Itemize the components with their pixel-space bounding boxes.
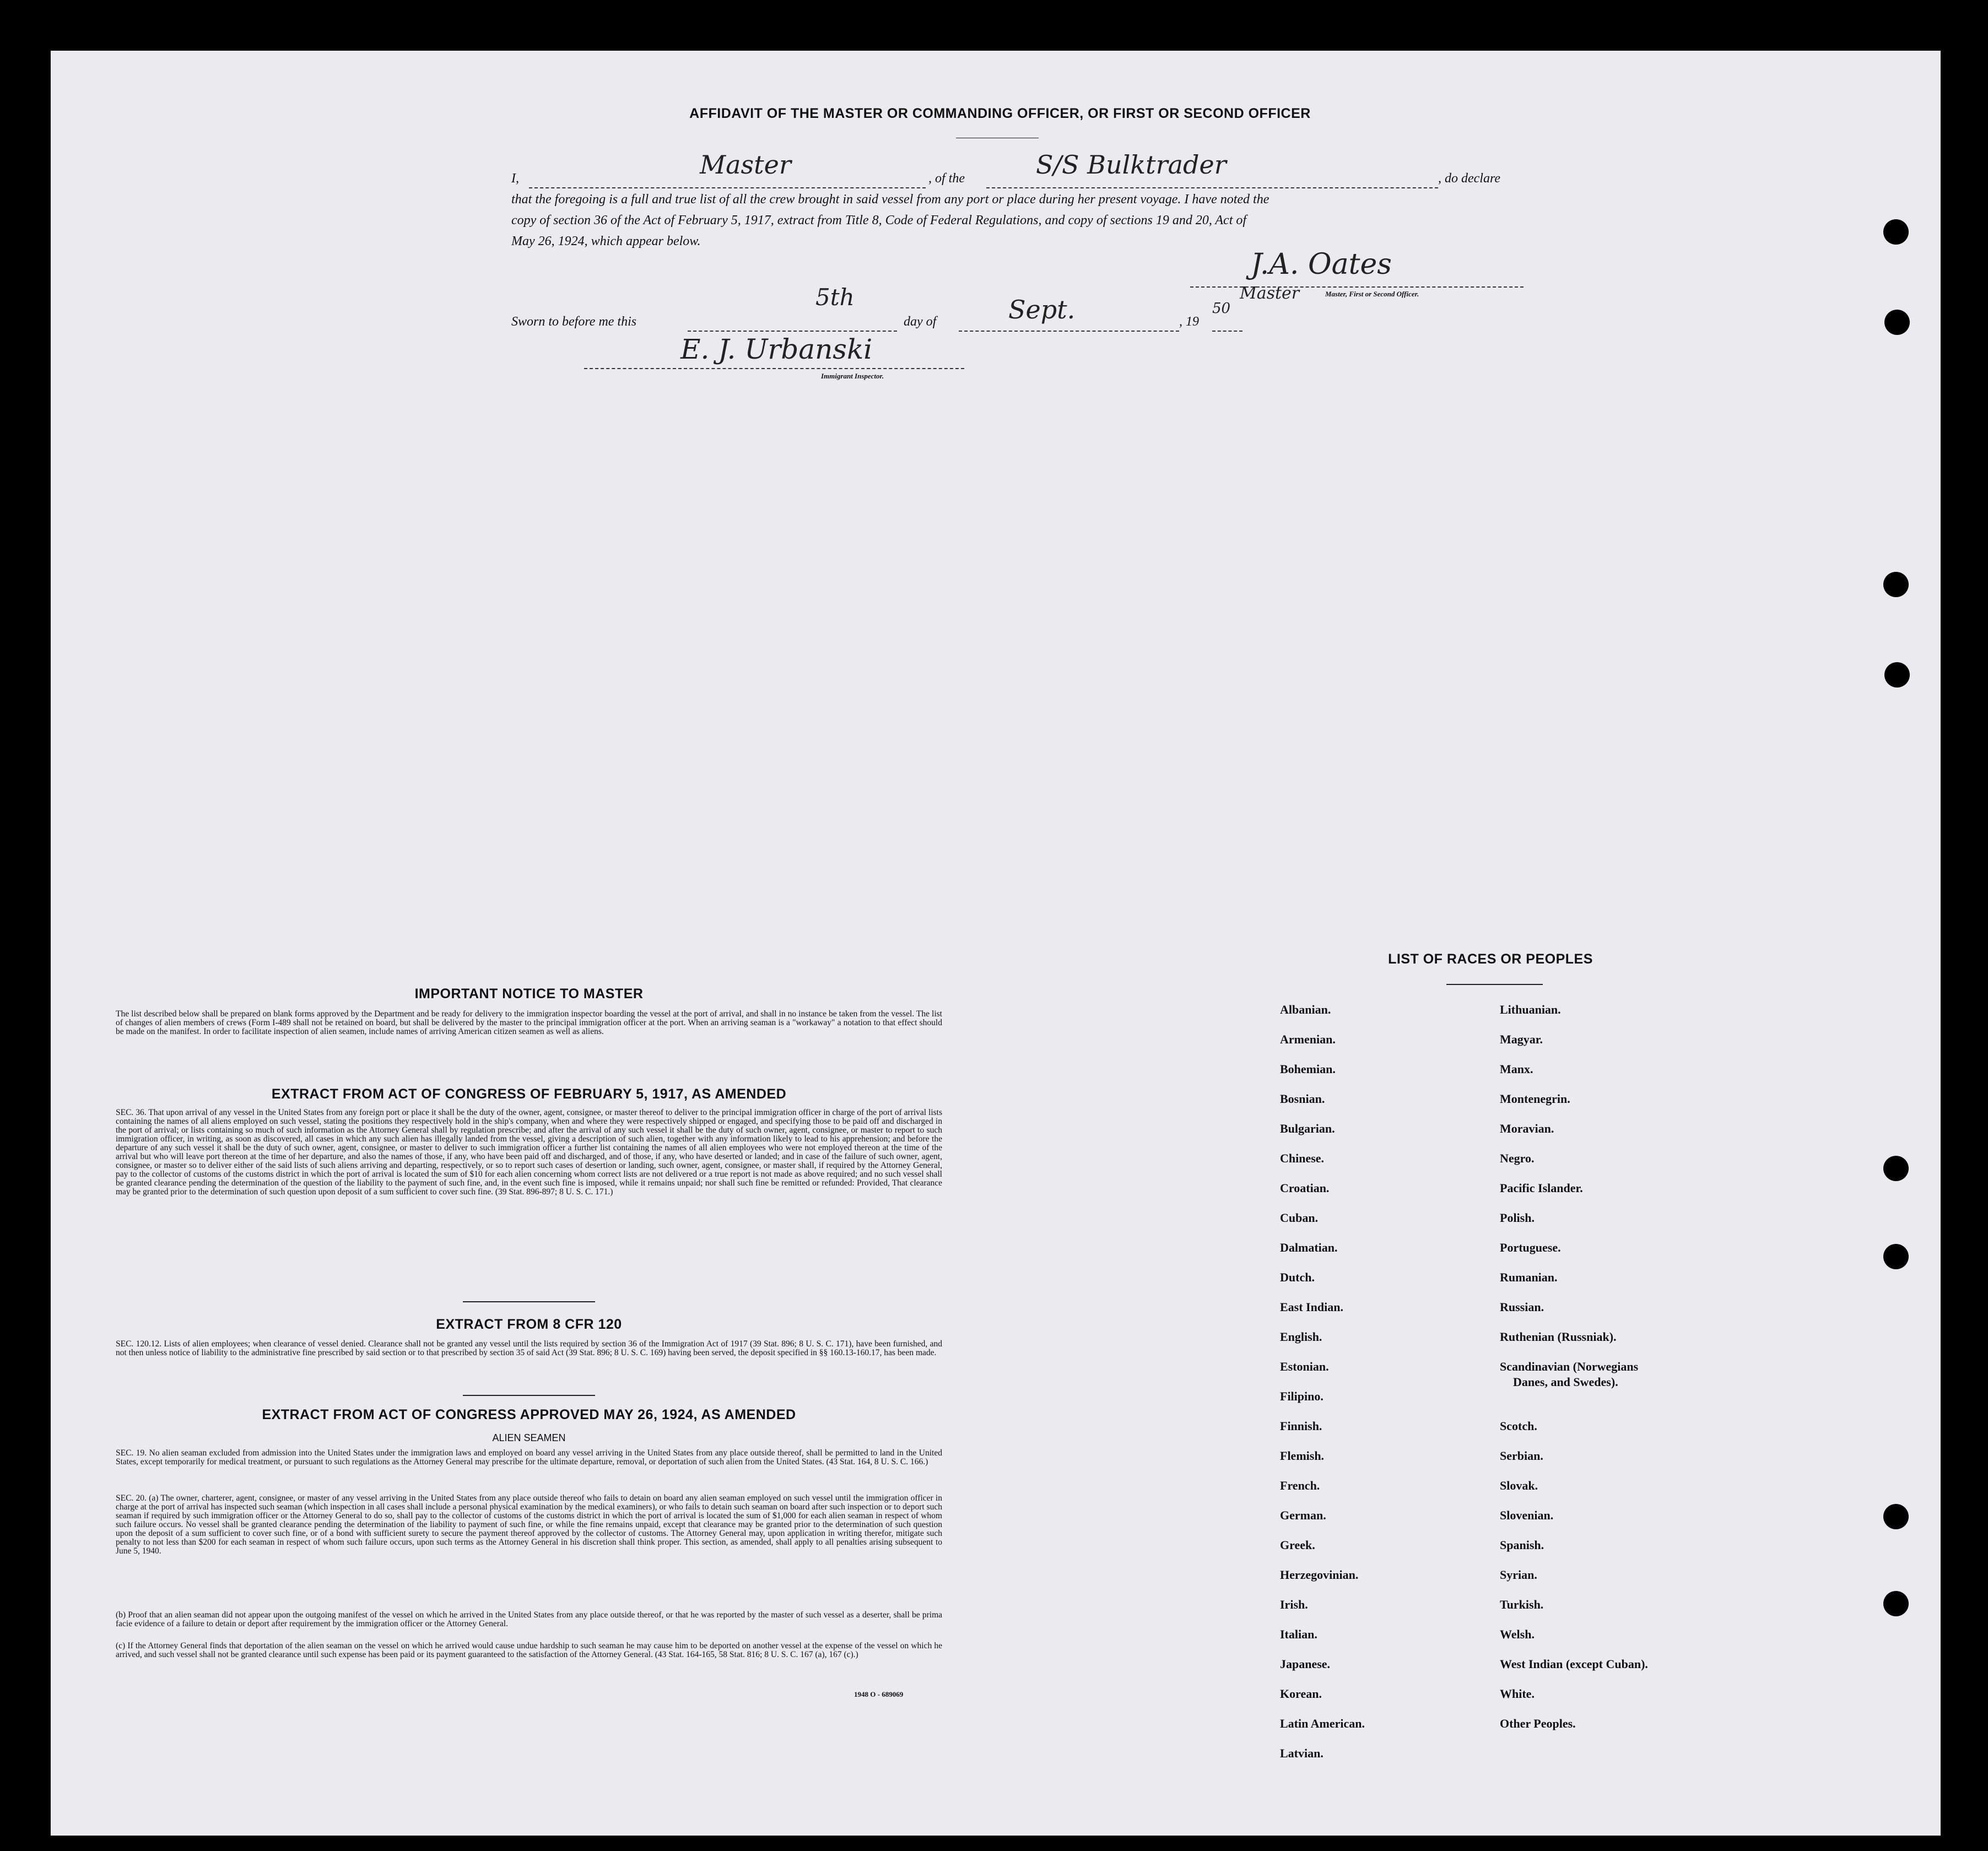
race-item: Danes, and Swedes).: [1513, 1375, 1618, 1389]
vessel-name-handwritten: S/S Bulktrader: [1036, 150, 1227, 180]
punch-hole: [1883, 1591, 1909, 1616]
race-item: Bosnian.: [1280, 1092, 1325, 1106]
race-item: Other Peoples.: [1500, 1717, 1576, 1730]
race-item: Estonian.: [1280, 1360, 1329, 1373]
race-item: Manx.: [1500, 1062, 1533, 1076]
month-line: [959, 331, 1179, 332]
race-item: Cuban.: [1280, 1211, 1319, 1225]
page-edge: [1941, 0, 1988, 1851]
races-title-underline: [1446, 984, 1543, 985]
race-item: English.: [1280, 1330, 1322, 1344]
extract-1917-body: SEC. 36. That upon arrival of any vessel in the United States from any foreign port or place it shall be the duty of the owner, agent, consignee, or master thereof to deliver to the principal immigration officer in charge of the port of arrival lists containing the names of all aliens employed on such vessel, stating the positions they respectively hold in the ship's company, when and where they were respectively shipped or engaged, and specifying those to be paid off and discharged in the port of arrival; or lists containing so much of such information as the Attorney General shall by regulation prescribe; and after the arrival of any such vessel it shall be the duty of such owner, agent, consignee, or master to report to such immigration officer, in writing, as soon as discovered, all cases in which any such alien has illegally landed from the vessel, giving a description of such alien, together with any information likely to lead to his apprehension; and before the departure of any such vessel it shall be the duty of such owner, agent, consignee, or master to deliver to such immigration officer a further list containing the names of all alien employees who were not employed thereon at the time of the arrival but who will leave port thereon at the time of her departure, and also the names of those, if any, who have been paid off and discharged, and of those, if any, who have deserted or landed; and in case of the failure of such owner, agent, consignee, or master so to deliver either of the said lists of such aliens arriving and departing, respectively, or so to report such cases of desertion or landing, such owner, agent, consignee, or master shall, if required by the Attorney General, pay to the collector of customs of the customs district in which the port of arrival is located the sum of $10 for each alien concerning whom correct lists are not delivered or a true report is not made as above required; and no such vessel shall be granted clearance pending the determination of the question of the liability to the payment of such fine, and, in the event such fine is imposed, while it remains unpaid; nor shall such fine be remitted or refunded: Provided, That clearance may be granted prior to the determination of such question upon deposit of a sum sufficient to cover such fine. (39 Stat. 896-897; 8 U. S. C. 171.): [116, 1108, 942, 1197]
race-item: Russian.: [1500, 1300, 1544, 1314]
inspector-signature: E. J. Urbanski: [680, 333, 873, 365]
inspector-signature-line: [584, 368, 964, 369]
extract-1924-sec20a: SEC. 20. (a) The owner, charterer, agent, consignee, or master of any vessel arriving in the United States from any place outside thereof who fails to detain on board any alien seaman employed on such vessel until the immigration officer in charge at the port of arrival has inspected such seaman (which inspection in all cases shall include a personal physical examination by the medical examiners), or who fails to detain such seaman on board after such inspection or to deport such seaman if required by such immigration officer or the Attorney General to do so, shall pay to the collector of customs of the customs district in which the port of arrival is located the sum of $1,000 for each alien seaman in respect of whom such failure occurs. No vessel shall be granted clearance pending the determination of the liability to payment of such fine, or while the fine remains unpaid, except that clearance may be granted prior to the determination of such question upon the deposit of a sum sufficient to cover such fine, or of a bond with sufficient surety to secure the payment thereof approved by the collector of customs. The Attorney General may, upon application in writing therefor, mitigate such penalty to not less than $200 for each seaman in respect of whom such failure occurs, upon such terms as the Attorney General in his discretion shall think proper. This section, as amended, shall apply to all penalties arising subsequent to June 5, 1940.: [116, 1493, 942, 1556]
day-of-label: day of: [904, 315, 937, 329]
punch-hole: [1883, 1244, 1909, 1269]
races-title: LIST OF RACES OR PEOPLES: [1388, 951, 1593, 967]
race-item: French.: [1280, 1479, 1320, 1492]
of-the-label: , of the: [928, 171, 965, 186]
notice-body: The list described below shall be prepared on blank forms approved by the Department and be ready for delivery to the immigration inspector boarding the vessel at the port of arrival, and shall in no instance be taken from the vessel. The list of changes of alien members of crews (Form I-489 shall not be retained on board, but shall be delivered by the master to the principal immigration officer at the port. When an arriving seaman is a "workaway" a notation to that effect should be made on the manifest. In order to facilitate inspection of alien seamen, include names of arriving American citizen seamen as well as aliens.: [116, 1009, 942, 1036]
punch-hole: [1883, 572, 1909, 597]
extract-1924-sec20c: (c) If the Attorney General finds that deportation of the alien seaman on the vessel on which he arrived would cause undue hardship to such seaman he may cause him to be deported on another vessel at the expense of the vessel on which he arrived, and such vessel shall not be granted clearance until such expense has been paid or its payment guaranteed to the satisfaction of the Attorney General. (43 Stat. 164-165, 58 Stat. 816; 8 U. S. C. 167 (a), 167 (c).): [116, 1641, 942, 1659]
print-code: 1948 O - 689069: [854, 1690, 904, 1698]
race-item: Albanian.: [1280, 1003, 1331, 1016]
race-item: Dalmatian.: [1280, 1241, 1338, 1254]
race-item: Irish.: [1280, 1598, 1308, 1611]
officer-title-line: [529, 187, 926, 188]
race-item: Japanese.: [1280, 1657, 1331, 1671]
race-item: Negro.: [1500, 1151, 1535, 1165]
extract-1924-sec20b: (b) Proof that an alien seaman did not appear upon the outgoing manifest of the vessel on which he arrived in the United States from any place outside thereof, or that he was reported by the master of such vessel as a deserter, shall be prima facie evidence of a failure to detain or deport after requirement by the immigration officer or the Attorney General.: [116, 1610, 942, 1628]
race-item: Syrian.: [1500, 1568, 1537, 1582]
race-item: Turkish.: [1500, 1598, 1544, 1611]
race-item: Polish.: [1500, 1211, 1535, 1225]
officer-title-handwritten: Master: [700, 150, 791, 180]
race-item: East Indian.: [1280, 1300, 1343, 1314]
race-item: White.: [1500, 1687, 1535, 1701]
officer-role-caption: Master, First or Second Officer.: [1325, 290, 1419, 298]
do-declare-label: , do declare: [1438, 171, 1501, 186]
race-item: Herzegovinian.: [1280, 1568, 1359, 1582]
race-item: Latvian.: [1280, 1746, 1323, 1760]
notice-title: IMPORTANT NOTICE TO MASTER: [414, 986, 644, 1002]
race-item: Flemish.: [1280, 1449, 1325, 1463]
race-item: Korean.: [1280, 1687, 1322, 1701]
extract-cfr-body: SEC. 120.12. Lists of alien employees; when clearance of vessel denied. Clearance shall not be granted any vessel until the lists required by section 36 of the Immigration Act of 1917 (39 Stat. 896; 8 U. S. C. 171), have been furnished, and not then unless notice of liability to the administrative fine prescribed by said section or to that prescribed by section 35 of said Act (39 Stat. 896; 8 U. S. C. 169) having been served, the deposit specified in §§ 160.13-160.17, has been made.: [116, 1339, 942, 1357]
race-item: Welsh.: [1500, 1627, 1535, 1641]
inspector-caption: Immigrant Inspector.: [821, 372, 884, 380]
punch-hole: [1884, 662, 1910, 688]
extract-1924-title: EXTRACT FROM ACT OF CONGRESS APPROVED MAY 26, 1924, AS AMENDED: [262, 1407, 796, 1422]
race-item: Rumanian.: [1500, 1270, 1558, 1284]
month-handwritten: Sept.: [1008, 295, 1076, 324]
race-item: Serbian.: [1500, 1449, 1543, 1463]
race-item: Lithuanian.: [1500, 1003, 1561, 1016]
race-item: Finnish.: [1280, 1419, 1322, 1433]
section-rule: [463, 1301, 595, 1302]
race-item: Croatian.: [1280, 1181, 1330, 1195]
race-item: Ruthenian (Russniak).: [1500, 1330, 1617, 1344]
race-item: Scotch.: [1500, 1419, 1537, 1433]
punch-hole: [1883, 219, 1909, 245]
punch-hole: [1883, 1156, 1909, 1181]
punch-hole: [1883, 1504, 1909, 1529]
declaration-line-4: May 26, 1924, which appear below.: [511, 234, 701, 248]
declaration-line-3: copy of section 36 of the Act of February 5, 1917, extract from Title 8, Code of Federal Regulations, and copy of sections 19 and 20, Act of: [511, 213, 1247, 228]
extract-cfr-title: EXTRACT FROM 8 CFR 120: [436, 1317, 622, 1332]
race-item: German.: [1280, 1508, 1326, 1522]
race-item: Pacific Islander.: [1500, 1181, 1583, 1195]
race-item: Slovak.: [1500, 1479, 1538, 1492]
extract-1924-sec19: SEC. 19. No alien seaman excluded from admission into the United States under the immigration laws and employed on board any vessel arriving in the United States from any place outside thereof, shall be permitted to land in the United States, except temporarily for medical treatment, or pursuant to such regulations as the Attorney General may prescribe for the ultimate departure, removal, or deportation of such alien from the United States. (43 Stat. 164, 8 U. S. C. 166.): [116, 1448, 942, 1466]
race-item: Chinese.: [1280, 1151, 1325, 1165]
officer-signature-note: Master: [1240, 284, 1300, 303]
race-item: Bohemian.: [1280, 1062, 1336, 1076]
affidavit-title: AFFIDAVIT OF THE MASTER OR COMMANDING OFFICER, OR FIRST OR SECOND OFFICER: [689, 106, 1311, 121]
race-item: Armenian.: [1280, 1032, 1336, 1046]
race-item: Moravian.: [1500, 1122, 1554, 1135]
extract-1924-subtitle: ALIEN SEAMEN: [492, 1432, 566, 1443]
race-item: Latin American.: [1280, 1717, 1365, 1730]
year-handwritten: 50: [1212, 300, 1231, 317]
race-item: Magyar.: [1500, 1032, 1543, 1046]
day-handwritten: 5th: [815, 284, 855, 311]
race-item: Greek.: [1280, 1538, 1315, 1552]
race-item: Montenegrin.: [1500, 1092, 1570, 1106]
section-rule: [463, 1395, 595, 1396]
race-item: Portuguese.: [1500, 1241, 1561, 1254]
declaration-line-2: that the foregoing is a full and true list of all the crew brought in said vessel from any port or place during her present voyage. I have noted the: [511, 192, 1269, 207]
year-prefix: , 19: [1179, 315, 1199, 329]
race-item: Italian.: [1280, 1627, 1317, 1641]
race-item: West Indian (except Cuban).: [1500, 1657, 1648, 1671]
race-item: Spanish.: [1500, 1538, 1544, 1552]
race-item: Scandinavian (Norwegians: [1500, 1360, 1639, 1373]
officer-signature: J.A. Oates: [1251, 248, 1392, 281]
vessel-line: [986, 187, 1438, 188]
sworn-label: Sworn to before me this: [511, 315, 637, 329]
race-item: Bulgarian.: [1280, 1122, 1335, 1135]
document-page: [51, 51, 1941, 1836]
declaration-prefix: I,: [511, 171, 519, 186]
year-line: [1212, 331, 1242, 332]
race-item: Filipino.: [1280, 1389, 1323, 1403]
race-item: Slovenian.: [1500, 1508, 1554, 1522]
punch-hole: [1884, 310, 1910, 335]
race-item: Dutch.: [1280, 1270, 1315, 1284]
day-line: [688, 331, 897, 332]
extract-1917-title: EXTRACT FROM ACT OF CONGRESS OF FEBRUARY 5, 1917, AS AMENDED: [271, 1086, 787, 1102]
